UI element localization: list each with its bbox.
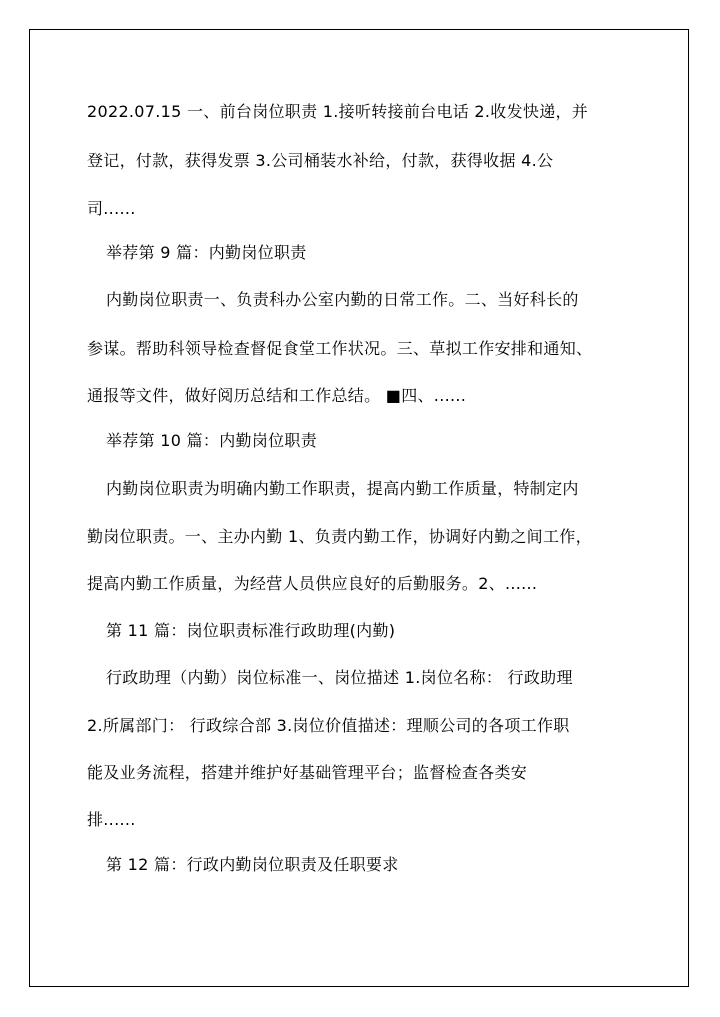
text-line: 2022.07.15 一、前台岗位职责 1.接听转接前台电话 2.收发快递，并	[87, 102, 589, 121]
text-line: 通报等文件，做好阅历总结和工作总结。 ■四、......	[87, 386, 467, 405]
section-heading: 举荐第 10 篇：内勤岗位职责	[106, 431, 318, 450]
text-line: 内勤岗位职责为明确内勤工作职责，提高内勤工作质量，特制定内	[106, 479, 579, 498]
text-line: 参谋。帮助科领导检查督促食堂工作状况。三、草拟工作安排和通知、	[87, 339, 593, 358]
text-line: 行政助理（内勤）岗位标准一、岗位描述 1.岗位名称： 行政助理	[106, 668, 573, 687]
text-line: 2.所属部门： 行政综合部 3.岗位价值描述：理顺公司的各项工作职	[87, 716, 570, 735]
section-heading: 举荐第 9 篇：内勤岗位职责	[106, 243, 307, 262]
text-line: 能及业务流程，搭建并维护好基础管理平台；监督检查各类安	[87, 763, 528, 782]
text-line: 登记，付款，获得发票 3.公司桶装水补给，付款，获得收据 4.公	[87, 151, 554, 170]
section-heading: 第 12 篇：行政内勤岗位职责及任职要求	[106, 855, 399, 874]
text-line: 提高内勤工作质量，为经营人员供应良好的后勤服务。2、......	[87, 574, 538, 593]
page-border	[29, 29, 689, 987]
text-line: 内勤岗位职责一、负责科办公室内勤的日常工作。二、当好科长的	[106, 290, 579, 309]
section-heading: 第 11 篇：岗位职责标准行政助理(内勤)	[106, 621, 396, 640]
text-line: 排......	[87, 810, 136, 829]
text-line: 司......	[87, 199, 136, 218]
text-line: 勤岗位职责。一、主办内勤 1、负责内勤工作，协调好内勤之间工作，	[87, 527, 592, 546]
